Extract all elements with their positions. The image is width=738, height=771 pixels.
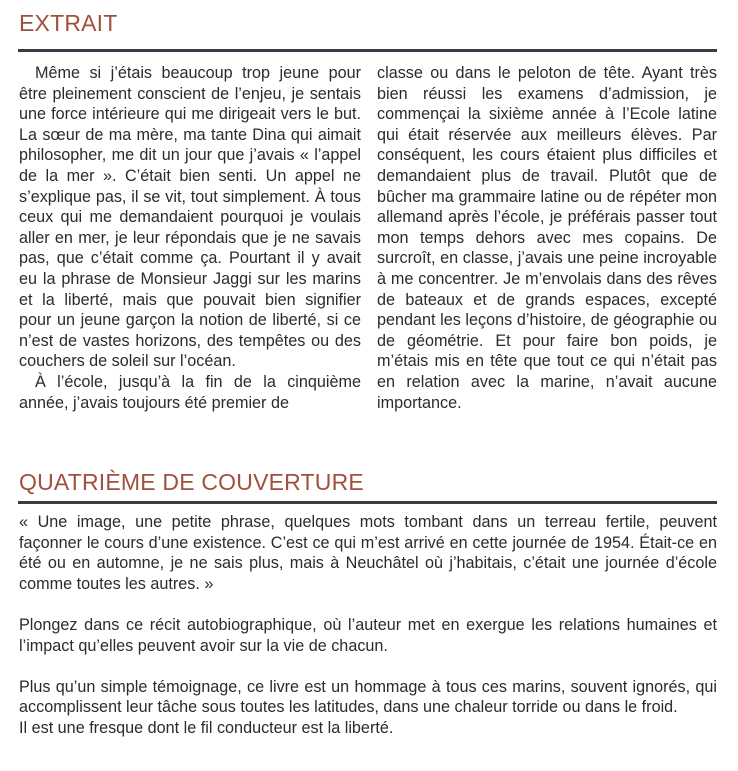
quatrieme-quote: « Une image, une petite phrase, quelques mots tombant dans un terreau fertile, peuvent façonner le cours d’une existence. C’est ce qui m’est arrivé en cette journée de 1954. Était-ce en été ou en automne, je ne sais plus, mais à Neuchâtel où j’habitais, c’était une journée d’école comme toutes les autres. »	[19, 513, 717, 593]
extrait-right-column	[377, 63, 717, 413]
extrait-paragraph-2-continued: classe ou dans le peloton de tête. Ayant très bien réussi les examens d’admission, je commençai la sixième année à l’Ecole latine qui était réservée aux meilleurs élèves. Par conséquent, les cours étaient plus difficiles et demandaient plus de travail. Plutôt que de bûcher ma grammaire latine ou de répéter mon allemand après l’école, je préférais passer tout mon temps dehors avec mes copains. De surcroît, en classe, j’avais une peine incroyable à me concentrer. Je m’envolais dans des rêves de bateaux et de grands espaces, excepté pendant les leçons d’histoire, de géographie ou de géométrie. Et pour faire bon poids, je m’étais mis en tête que tout ce qui n’était pas en relation avec la marine, n’avait aucune importance.	[377, 64, 717, 412]
extrait-heading: EXTRAIT	[19, 10, 118, 36]
extrait-paragraph-1: Même si j’étais beaucoup trop jeune pour être pleinement conscient de l’enjeu, je sentais une force intérieure qui me dirigeait vers le but. La sœur de ma mère, ma tante Dina qui aimait philosopher, me dit un jour que j’avais « l’appel de la mer ». C’était bien senti. Un appel ne s’explique pas, il se vit, tout simplement. À tous ceux qui me demandaient pourquoi je voulais aller en mer, je leur répondais que je ne savais pas, que c’était comme ça. Pourtant il y avait eu la phrase de Monsieur Jaggi sur les marins et la liberté, mais que pouvait bien signifier pour un jeune garçon la notion de liberté, si ce n’est de vastes horizons, des tempêtes ou des couchers de soleil sur l’océan.	[19, 64, 361, 371]
quatrieme-paragraph-2: Plus qu’un simple témoignage, ce livre est un hommage à tous ces marins, souvent ignorés, qui accomplissent leur tâche sous toutes les latitudes, dans une chaleur torride ou dans le froid.	[19, 677, 717, 717]
extrait-paragraph-2: À l’école, jusqu’à la fin de la cinquième année, j’avais toujours été premier de	[19, 372, 361, 412]
quatrieme-paragraph-1: Plongez dans ce récit autobiographique, où l’auteur met en exergue les relations humaines et l’impact qu’elles peuvent avoir sur la vie de chacun.	[19, 615, 717, 655]
extrait-left-column	[19, 63, 361, 413]
quatrieme-rule	[18, 501, 717, 504]
quatrieme-paragraph-3: Il est une fresque dont le fil conducteur est la liberté.	[19, 718, 394, 737]
quatrieme-body	[19, 512, 717, 739]
extrait-rule	[18, 49, 717, 52]
quatrieme-heading: QUATRIÈME DE COUVERTURE	[19, 469, 364, 495]
